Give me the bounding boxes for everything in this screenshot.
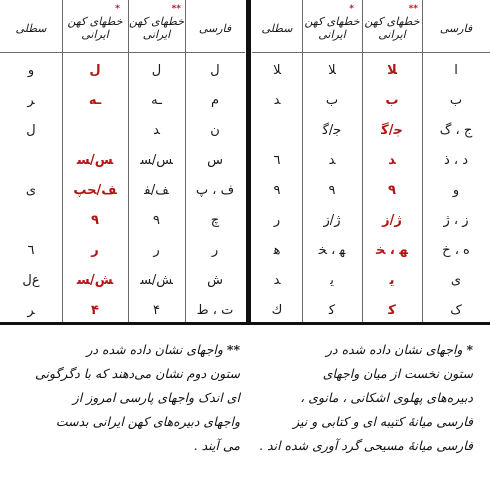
note-star: ** xyxy=(226,342,240,357)
table-cell: ﻼ xyxy=(328,62,336,78)
table-cell: ۹ xyxy=(328,182,336,198)
note-line: می آیند . xyxy=(193,438,240,453)
note-line xyxy=(16,338,240,362)
table-cell: ج ، گ xyxy=(439,122,473,138)
table-cell: ل xyxy=(26,122,36,138)
header-pahlavi xyxy=(302,6,362,50)
table-cell: ۹ xyxy=(91,212,99,228)
table-cell: ﺪ xyxy=(273,272,281,288)
table-cell: ﻒ/ﻔ xyxy=(144,182,169,198)
table-cell: ﮐ xyxy=(388,302,396,318)
table-cell: ﺪ xyxy=(328,152,336,168)
table-cell: ه ، خ xyxy=(442,242,470,258)
header-label: فارسی xyxy=(439,21,473,35)
header-label: خطهای کهن ایرانی xyxy=(128,15,185,41)
table-cell: چ xyxy=(210,212,220,228)
table-cell xyxy=(0,145,62,175)
table-cell: ۹ xyxy=(273,182,281,198)
table-cell: ر xyxy=(273,212,281,228)
table-cell: ﺟ/ﮔ xyxy=(322,122,342,138)
table-cell: ﮐ xyxy=(328,302,336,318)
table-cell: ﻙ xyxy=(271,302,283,318)
table-cell: ر xyxy=(211,242,219,258)
table-cell: ب xyxy=(449,92,463,108)
note-line: ای اندک واجهای پارسی امروز از xyxy=(72,390,240,405)
table-cell: ل xyxy=(151,62,162,78)
header-old-iranian xyxy=(362,6,422,50)
header-label: خطهای کهن ایرانی xyxy=(364,15,420,41)
table-cell: ﺶ/ﺴ xyxy=(140,272,173,288)
header-rule xyxy=(252,52,490,53)
table-cell: ﺟ/ﮔ xyxy=(381,122,403,138)
table-cell: ﺮ xyxy=(27,92,35,108)
table-cell: ر xyxy=(153,242,160,258)
table-cell: د ، ذ xyxy=(443,152,469,168)
table-cell: ۴ xyxy=(91,302,99,318)
table-cell: ﺶ/ﺴ xyxy=(76,272,114,288)
table-cell: م xyxy=(210,92,220,108)
table-cell: ی xyxy=(25,182,37,198)
note-text: واجهای نشان داده شده در xyxy=(86,342,223,357)
table-cell: س xyxy=(207,152,223,168)
left-table xyxy=(0,0,245,322)
header-numeric xyxy=(0,6,62,50)
table-cell: ﺲ/ﺴ xyxy=(140,152,173,168)
header-star-mark: * xyxy=(349,4,354,14)
note-double-star xyxy=(16,338,240,458)
header-label: سطلی xyxy=(15,21,47,35)
header-numeric xyxy=(252,6,302,50)
table-cell: ن xyxy=(210,122,220,138)
table-cell: ﻼ xyxy=(387,62,397,78)
table-cell: ﻼ xyxy=(273,62,281,78)
table-cell: ٦ xyxy=(27,242,35,258)
table-cell: ی xyxy=(450,272,462,288)
table-cell: ۹ xyxy=(153,212,160,228)
note-line: فارسی میانهٔ کتیبه ای و کتابی و نیز xyxy=(293,414,473,429)
table-cell: ﻭ xyxy=(27,62,35,78)
table-cell: ل xyxy=(210,62,220,78)
horizontal-divider xyxy=(0,322,490,325)
note-text: واجهای نشان داده شده در xyxy=(326,342,463,357)
table-cell: ک xyxy=(450,302,462,318)
table-cell: ۴ xyxy=(153,302,160,318)
table-cell: ﺮ xyxy=(27,302,35,318)
table-cell: ﻉل xyxy=(22,272,40,288)
table-cell: ﺪ xyxy=(153,122,160,138)
table-cell: ز ، ژ xyxy=(443,212,469,228)
header-pahlavi xyxy=(62,6,128,50)
header-farsi xyxy=(422,6,490,50)
table-cell: ۹ xyxy=(388,182,396,198)
table-cell xyxy=(252,115,302,145)
table-cell: و xyxy=(452,182,460,198)
table-cell: ﺪ xyxy=(273,92,281,108)
table-cell: ژ/ز xyxy=(382,212,402,228)
table-cell: ف ، پ xyxy=(195,182,235,198)
table-cell: ژ/ز xyxy=(323,212,341,228)
header-star-mark: * xyxy=(115,4,120,14)
header-rule xyxy=(0,52,245,53)
table-cell: ـﻪ xyxy=(151,92,162,108)
header-star-mark: ** xyxy=(408,4,418,14)
note-single-star xyxy=(259,338,473,458)
table-cell: ب xyxy=(385,92,399,108)
header-label: سطلی xyxy=(261,21,293,35)
right-table xyxy=(252,0,490,322)
table-cell: ﺪ xyxy=(388,152,396,168)
note-line: واجهای دبیره‌های کهن ایرانی بدست xyxy=(55,414,240,429)
table-cell: ر xyxy=(91,242,99,258)
header-farsi xyxy=(185,6,245,50)
table-cell: ﺲ/ﺴ xyxy=(76,152,114,168)
vertical-divider xyxy=(246,0,251,323)
table-cell: ت ، ط xyxy=(196,302,234,318)
table-cell xyxy=(0,205,62,235)
table-cell: ٦ xyxy=(273,152,281,168)
note-line: فارسی میانهٔ مسیحی گرد آوری شده اند . xyxy=(259,438,473,453)
table-cell: ﻳ xyxy=(330,272,334,288)
table-cell xyxy=(62,115,128,145)
table-cell: ﻳ xyxy=(389,272,395,288)
header-label: خطهای کهن ایرانی xyxy=(67,15,123,41)
note-line: ستون دوم نشان می‌دهند که با دگرگونی xyxy=(35,366,240,381)
header-star-mark: ** xyxy=(171,4,181,14)
table-cell: ا xyxy=(454,62,458,78)
table-cell: ش xyxy=(207,272,223,288)
table-cell: ﻫ xyxy=(273,242,281,258)
note-line xyxy=(268,338,473,362)
header-label: خطهای کهن ایرانی xyxy=(304,15,360,41)
table-cell: ﻬ ، ﺨ xyxy=(376,242,408,258)
note-star: * xyxy=(466,342,473,357)
note-line: دبیره‌های پهلوی اشکانی ، مانوی ، xyxy=(300,390,473,405)
table-cell: ﻒ/ﺤﭗ xyxy=(73,182,117,198)
header-old-iranian xyxy=(128,6,185,50)
table-cell: ل xyxy=(89,62,101,78)
header-label: فارسی xyxy=(198,21,232,35)
note-line: ستون نخست از میان واجهای xyxy=(322,366,473,381)
table-cell: ب xyxy=(325,92,339,108)
table-cell: ـﻪ xyxy=(88,92,102,108)
table-cell: ﻬ ، ﺨ xyxy=(318,242,346,258)
